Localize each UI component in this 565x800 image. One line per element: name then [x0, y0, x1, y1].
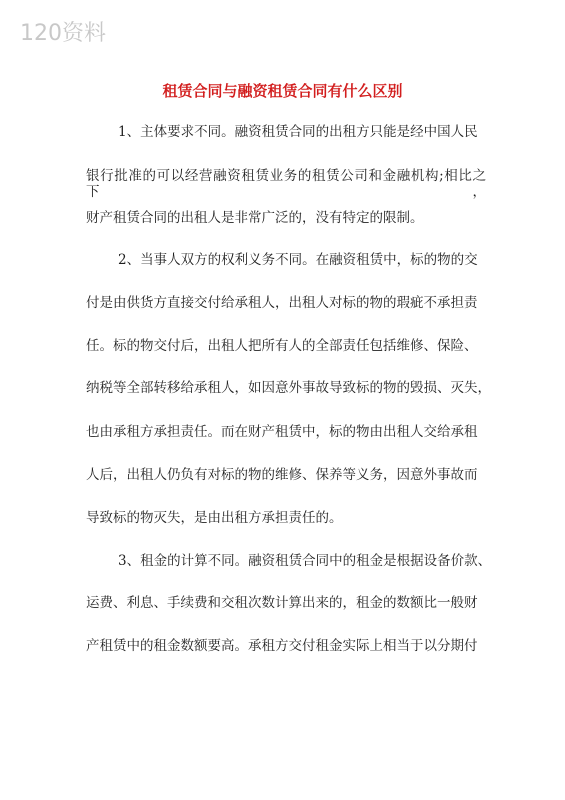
paragraph-1-line-1: 1、主体要求不同。融资租赁合同的出租方只能是经中国人民 — [118, 124, 478, 140]
paragraph-3-line-3: 产租赁中的租金数额要高。承租方交付租金实际上相当于以分期付 — [86, 638, 478, 654]
paragraph-2-line-1: 2、当事人双方的权利义务不同。在融资租赁中，标的物的交 — [118, 252, 478, 268]
paragraph-2-line-5: 也由承租方承担责任。而在财产租赁中，标的物由出租人交给承租 — [86, 424, 478, 440]
paragraph-1-line-3: 财产租赁合同的出租人是非常广泛的，没有特定的限制。 — [86, 210, 424, 226]
paragraph-2-line-6: 人后，出租人仍负有对标的物的维修、保养等义务，因意外事故而 — [86, 467, 478, 483]
paragraph-2-line-4: 纳税等全部转移给承租人，如因意外事故导致标的物的毁损、灭失， — [86, 380, 491, 396]
paragraph-1-line-2: 银行批准的可以经营融资租赁业务的租赁公司和金融机构;相比之下， — [86, 168, 486, 200]
paragraph-3-line-1: 3、租金的计算不同。融资租赁合同中的租金是根据设备价款、 — [118, 553, 492, 569]
paragraph-2-line-7: 导致标的物灭失，是由出租方承担责任的。 — [86, 510, 343, 526]
paragraph-3-line-2: 运费、利息、手续费和交租次数计算出来的，租金的数额比一般财 — [86, 595, 478, 611]
document-title: 租赁合同与融资租赁合同有什么区别 — [162, 82, 403, 100]
watermark-logo: 120资料 — [20, 21, 106, 46]
paragraph-2-line-2: 付是由供货方直接交付给承租人，出租人对标的物的瑕疵不承担责 — [86, 295, 478, 311]
paragraph-2-line-3: 任。标的物交付后，出租人把所有人的全部责任包括维修、保险、 — [86, 338, 478, 354]
